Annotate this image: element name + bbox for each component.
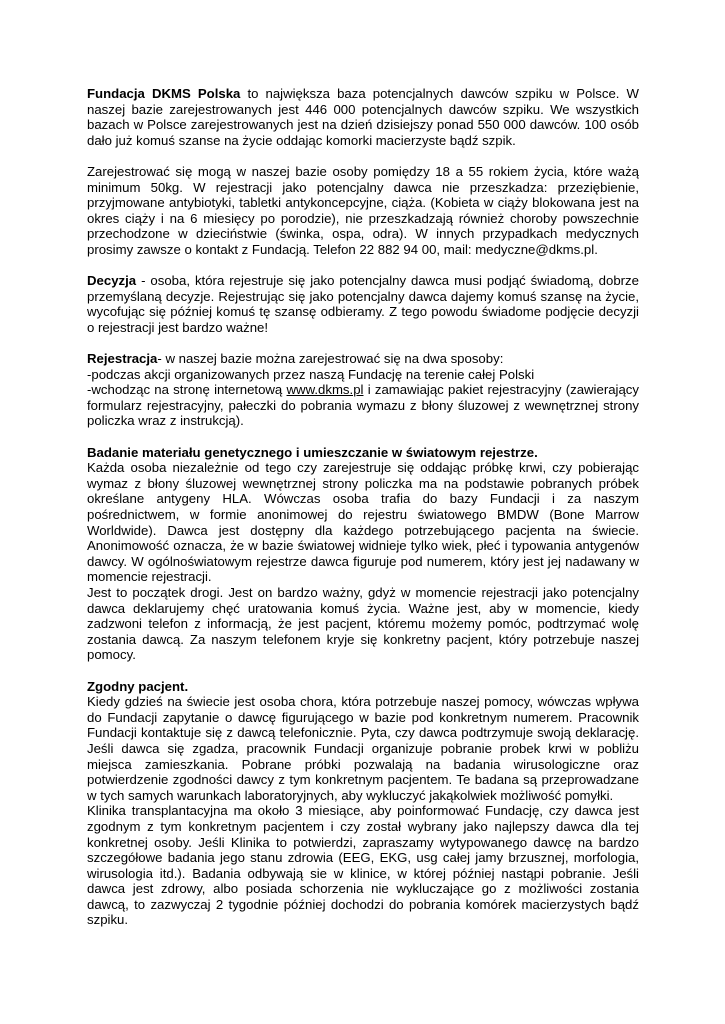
paragraph-intro	[87, 86, 639, 148]
registration-way-2	[87, 382, 639, 429]
registration-way-1: -podczas akcji organizowanych przez naszą Fundację na terenie całej Polski	[87, 366, 535, 382]
decision-text: - osoba, która rejestruje się jako potencjalny dawca musi podjąć świadomą, dobrze przemyślaną decyzje. Rejestrując się jako potencjalny dawca dajemy komuś szansę na życie, wycofując się później komuś tę szansę odbieramy. Z tego powodu świadome podjęcie decyzji o rejestracji jest bardzo ważne!	[87, 273, 639, 335]
section-heading: Zgodny pacjent.	[87, 678, 189, 694]
section-text: Każda osoba niezależnie od tego czy zarejestruje się oddając próbkę krwi, czy pobierając wymaz z błony śluzowej wewnętrznej strony policzka ma na podstawie pobranych próbek określane antygeny HLA. Wówczas osoba trafia do bazy Fundacji i za naszym pośrednictwem, w formie anonimowej do rejestru światowego BMDW (Bone Marrow Worldwide). Dawca jest dostępny dla każdego potrzebującego pacjenta na świecie. Anonimowość oznacza, że w bazie światowej widnieje tylko wiek, płeć i typowania antygenów dawcy. W ogólnoświatowym rejestrze dawca figuruje pod numerem, który jest jej nadawany w momencie rejestracji.	[87, 460, 639, 585]
registration-intro: - w naszej bazie można zarejestrować się na dwa sposoby:	[157, 351, 504, 367]
registration-term: Rejestracja	[87, 351, 158, 367]
document-body	[87, 86, 639, 944]
section-text: Jest to początek drogi. Jest on bardzo ważny, gdyż w momencie rejestracji jako potencjalny dawca deklarujemy chęć uratowania komuś życia. Ważne jest, aby w momencie, kiedy zadzwoni telefon z informacją, że jest pacjent, któremu możemy pomóc, podtrzymać wolę zostania dawcą. Za naszym telefonem kryje się konkretny pacjent, który potrzebuje naszej pomocy.	[87, 585, 639, 663]
eligibility-text: Zarejestrować się mogą w naszej bazie osoby pomiędzy 18 a 55 rokiem życia, które ważą minimum 50kg. W rejestracji jako potencjalny dawca nie przeszkadza: przeziębienie, przyjmowane antybiotyki, tabletki antykoncepcyjne, ciąża. (Kobieta w ciąży blokowana jest na okres ciąży i na 6 miesięcy po porodzie), nie przeszkadzają również choroby powszechnie przechodzone w dzieciństwie (świnka, ospa, odra). W innych przypadkach medycznych prosimy zawsze o kontakt z Fundacją. Telefon 22 882 94 00, mail: medyczne@dkms.pl.	[87, 163, 639, 257]
org-name: Fundacja DKMS Polska	[87, 86, 241, 101]
dkms-website-link[interactable]: www.dkms.pl	[286, 382, 364, 398]
section-genetic-testing	[87, 445, 639, 663]
intro-text: to największa baza potencjalnych dawców szpiku w Polsce. W naszej bazie zarejestrowanych jest 446 000 potencjalnych dawców szpiku. We wszystkich bazach w Polsce zarejestrowanych jest na dzień dzisiejszy ponad 550 000 dawców. 100 osób dało już komuś szanse na życie oddając komorki macierzyste bądź szpik.	[87, 86, 639, 148]
section-heading: Badanie materiału genetycznego i umieszczanie w światowym rejestrze.	[87, 444, 538, 460]
paragraph-eligibility	[87, 164, 639, 258]
section-text: Klinika transplantacyjna ma około 3 miesiące, aby poinformować Fundację, czy dawca jest zgodnym z tym konkretnym pacjentem i czy został wybrany jako najlepszy dawca dla tej konkretnej osoby. Jeśli Klinika to potwierdzi, zapraszamy wytypowanego dawcę na bardzo szczegółowe badania jego stanu zdrowia (EEG, EKG, usg całej jamy brzusznej, morfologia, wirusologia itd.). Badania odbywają sie w klinice, w której później nastąpi pobranie. Jeśli dawca jest zdrowy, albo posiada schorzenia nie wykluczające go z możliwości zostania dawcą, to zazwyczaj 2 tygodnie później dochodzi do pobrania komórek macierzystych bądź szpiku.	[87, 803, 639, 928]
registration-way-2-rest: i zamawiając pakiet rejestracyjny (zawierający formularz rejestracyjny, pałeczki do pobrania wymazu z błony śluzowej z wewnętrznej strony policzka wraz z instrukcją).	[87, 382, 639, 429]
section-matching-patient	[87, 679, 639, 929]
section-text: Kiedy gdzieś na świecie jest osoba chora, która potrzebuje naszej pomocy, wówczas wpływa do Fundacji zapytanie o dawcę figurującego w bazie pod konkretnym numerem. Pracownik Fundacji kontaktuje się z dawcą telefonicznie. Pyta, czy dawca podtrzymuje swoją deklarację. Jeśli dawca się zgadza, pracownik Fundacji organizuje pobranie probek krwi w pobliżu miejsca zamieszkania. Pobrane próbki pozwalają na badania wirusologiczne oraz potwierdzenie zgodności dawcy z tym konkretnym pacjentem. Te badana są przeprowadzane w tych samych warunkach laboratoryjnych, aby wykluczyć jakąkolwiek możliwość pomyłki.	[87, 694, 639, 803]
paragraph-decision	[87, 273, 639, 335]
decision-term: Decyzja	[87, 273, 137, 289]
registration-way-2-text: -wchodząc na stronę internetową	[87, 382, 287, 398]
paragraph-registration	[87, 351, 639, 429]
